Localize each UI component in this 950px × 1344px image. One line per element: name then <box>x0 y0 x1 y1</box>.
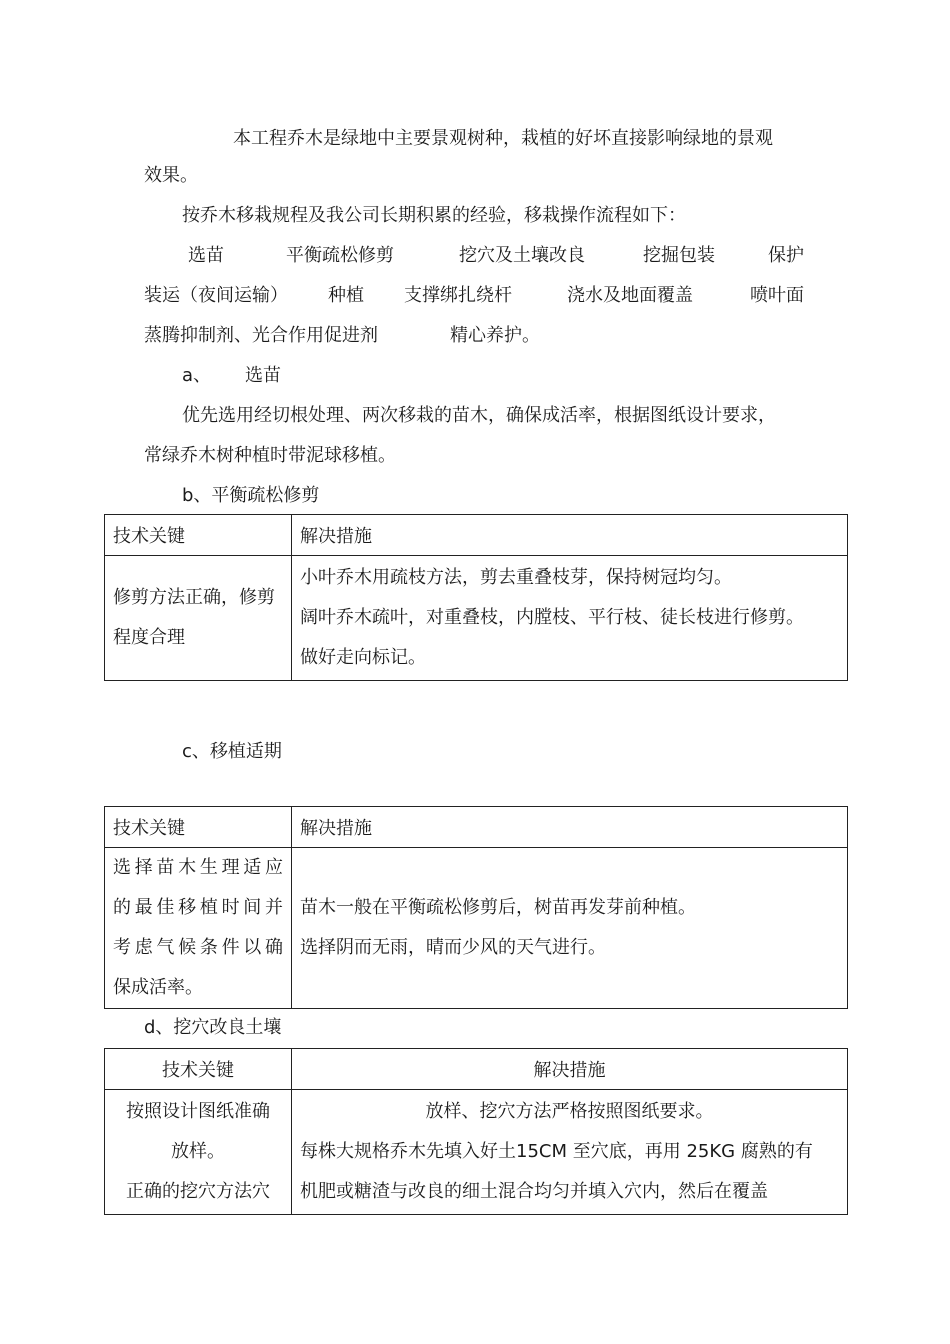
pruning-measure-line: 小叶乔木用疏枝方法，剪去重叠枝芽，保持树冠均匀。 <box>300 567 732 588</box>
flow-step-2: 平衡疏松修剪 <box>286 245 394 266</box>
soil-key-line: 按照设计图纸准确 <box>126 1101 270 1122</box>
section-c-heading: c、移植适期 <box>182 741 282 762</box>
timing-measure-line: 选择阴而无雨，晴而少风的天气进行。 <box>300 937 606 958</box>
pruning-key-line: 程度合理 <box>113 627 185 648</box>
flow-step-10: 喷叶面 <box>750 285 804 306</box>
timing-measure-line: 苗木一般在平衡疏松修剪后，树苗再发芽前种植。 <box>300 897 696 918</box>
flow-step-12: 精心养护。 <box>450 325 540 346</box>
soil-measure-line: 机肥或糖渣与改良的细土混合均匀并填入穴内，然后在覆盖 <box>300 1181 768 1202</box>
timing-header-measure: 解决措施 <box>292 807 848 848</box>
soil-key-line: 正确的挖穴方法穴 <box>126 1181 270 1202</box>
flow-step-9: 浇水及地面覆盖 <box>567 285 693 306</box>
timing-measure-cell <box>292 848 848 1009</box>
soil-key-line: 放样。 <box>171 1141 225 1162</box>
soil-measure-line: 每株大规格乔木先填入好土15CM 至穴底，再用 25KG 腐熟的有 <box>300 1141 813 1162</box>
timing-header-key: 技术关键 <box>105 807 292 848</box>
pruning-table <box>104 514 848 681</box>
pruning-key-cell <box>105 556 292 681</box>
soil-header-key: 技术关键 <box>105 1049 292 1090</box>
flow-step-11: 蒸腾抑制剂、光合作用促进剂 <box>144 325 378 346</box>
flow-step-7: 种植 <box>328 285 364 306</box>
section-d-heading: d、挖穴改良土壤 <box>144 1017 282 1038</box>
pruning-measure-cell <box>292 556 848 681</box>
flow-step-6: 装运（夜间运输） <box>144 285 288 306</box>
flow-step-4: 挖掘包装 <box>643 245 715 266</box>
timing-table <box>104 806 848 1009</box>
section-a-letter: a、 <box>182 365 212 386</box>
timing-key-line: 考虑气候条件以确 <box>113 937 283 958</box>
timing-key-line: 选择苗木生理适应 <box>113 857 283 878</box>
flow-step-3: 挖穴及土壤改良 <box>459 245 585 266</box>
intro-line-2: 效果。 <box>144 165 198 186</box>
soil-table <box>104 1048 848 1215</box>
soil-key-cell <box>105 1090 292 1215</box>
pruning-measure-line: 做好走向标记。 <box>300 647 426 668</box>
pruning-key-line: 修剪方法正确，修剪 <box>113 587 275 608</box>
section-a-para-2: 常绿乔木树种植时带泥球移植。 <box>144 445 396 466</box>
pruning-header-measure: 解决措施 <box>292 515 848 556</box>
pruning-measure-line: 阔叶乔木疏叶，对重叠枝，内膛枝、平行枝、徒长枝进行修剪。 <box>300 607 804 628</box>
intro-line-3: 按乔木移栽规程及我公司长期积累的经验，移栽操作流程如下： <box>182 205 686 226</box>
flow-step-5: 保护 <box>768 245 804 266</box>
timing-key-line: 保成活率。 <box>113 977 203 998</box>
section-a-heading: 选苗 <box>245 365 281 386</box>
soil-header-measure: 解决措施 <box>292 1049 848 1090</box>
soil-measure-cell <box>292 1090 848 1215</box>
pruning-header-key: 技术关键 <box>105 515 292 556</box>
section-b-heading: b、平衡疏松修剪 <box>182 485 320 506</box>
flow-step-8: 支撑绑扎绕杆 <box>404 285 512 306</box>
section-a-para-1: 优先选用经切根处理、两次移栽的苗木，确保成活率，根据图纸设计要求， <box>182 405 776 426</box>
timing-key-cell <box>105 848 292 1009</box>
intro-line-1: 本工程乔木是绿地中主要景观树种，栽植的好坏直接影响绿地的景观 <box>233 128 773 149</box>
soil-measure-line: 放样、挖穴方法严格按照图纸要求。 <box>425 1101 714 1122</box>
flow-step-1: 选苗 <box>188 245 224 266</box>
timing-key-line: 的最佳移植时间并 <box>113 897 283 918</box>
